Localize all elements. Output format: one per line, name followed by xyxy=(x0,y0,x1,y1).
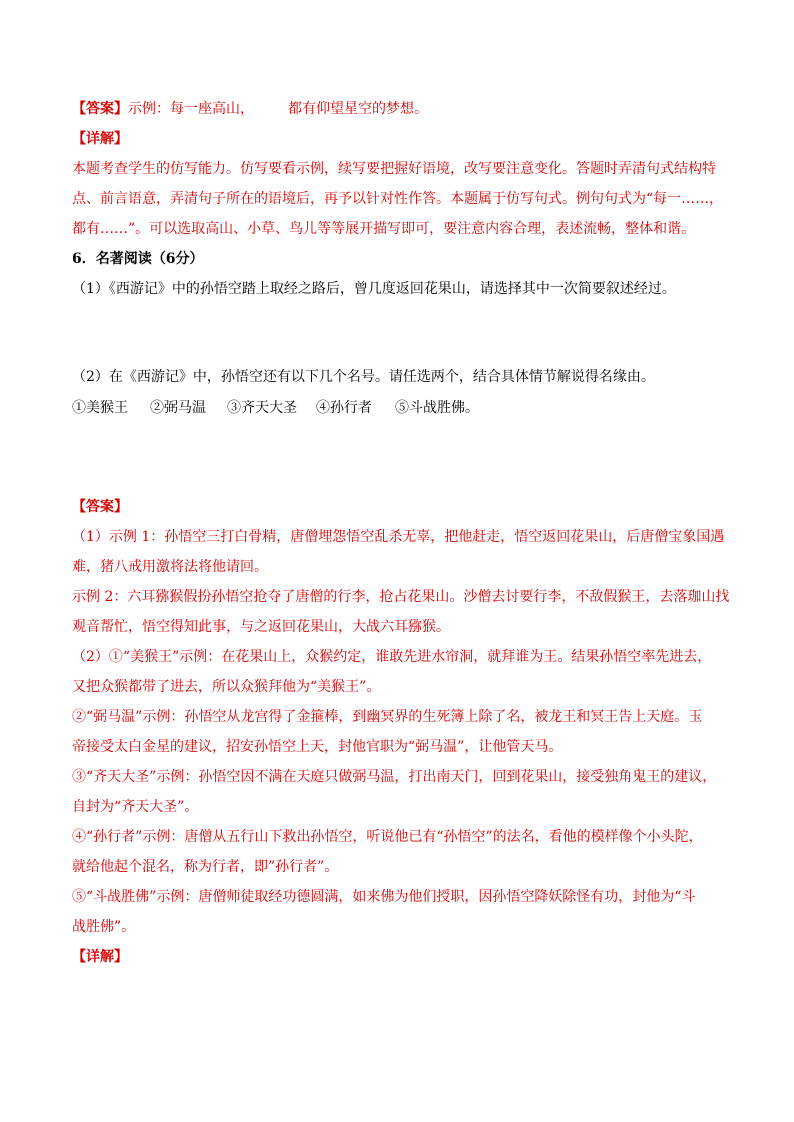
answer-2-label: 【答案】 xyxy=(72,499,128,515)
answer-1-example-a: 【答案】示例：每一座高山， xyxy=(72,101,254,117)
answer-2-line: （2）①“美猴王”示例：在花果山上，众猴约定，谁敢先进水帘洞，就拜谁为王。结果孙悟空率先进去， xyxy=(72,649,712,665)
answer-2-line: ③“齐天大圣”示例：孙悟空因不满在天庭只做弼马温，打出南天门，回到花果山，接受独角鬼王的建议， xyxy=(72,769,717,785)
answer-2-line: 自封为“齐天大圣”。 xyxy=(72,799,199,815)
answer-2-text xyxy=(72,522,730,942)
question-6-part-2: （2）在《西游记》中，孙悟空还有以下几个名号。请任选两个，结合具体情节解说得名缘由。 xyxy=(72,369,655,385)
answer-2-line: 示例 2：六耳猕猴假扮孙悟空抢夺了唐僧的行李，抢占花果山。沙僧去讨要行李，不敌假猴王，去落珈山找 xyxy=(72,589,730,605)
answer-2-line: 难，猪八戒用激将法将他请回。 xyxy=(72,559,268,575)
answer-2-line: ④“孙行者”示例：唐僧从五行山下救出孙悟空，听说他已有“孙悟空”的法名，看他的模样像个小头陀， xyxy=(72,829,703,845)
detail-1-line: 点、前言语意，弄清句子所在的语境后，再予以针对性作答。本题属于仿写句式。例句句式为“每一……， xyxy=(72,191,724,207)
answer-space xyxy=(72,424,722,492)
answer-2-line: 战胜佛”。 xyxy=(72,919,136,935)
option-4: ④孙行者 xyxy=(316,400,372,416)
option-2: ②弼马温 xyxy=(150,400,206,416)
answer-2-line: 又把众猴都带了进去，所以众猴拜他为“美猴王”。 xyxy=(72,679,381,695)
option-5: ⑤斗战胜佛。 xyxy=(395,400,479,416)
detail-1-line: 本题考查学生的仿写能力。仿写要看示例，续写要把握好语境，改写要注意变化。答题时弄清句式结构特 xyxy=(72,161,716,177)
question-6-title: 6．名著阅读（6分） xyxy=(72,251,204,267)
detail-2-label: 【详解】 xyxy=(72,949,128,965)
answer-2-line: 观音帮忙，悟空得知此事，与之返回花果山，大战六耳猕猴。 xyxy=(72,619,450,635)
option-1: ①美猴王 xyxy=(72,400,128,416)
answer-2-line: ⑤“斗战胜佛”示例：唐僧师徒取经功德圆满，如来佛为他们授职，因孙悟空降妖除怪有功，封他为“斗 xyxy=(72,889,696,905)
answer-2-line: ②“弼马温”示例：孙悟空从龙宫得了金箍棒，到幽冥界的生死簿上除了名，被龙王和冥王告上天庭。玉 xyxy=(72,709,703,725)
detail-1-line: 都有……”。可以选取高山、小草、鸟儿等等展开描写即可，要注意内容合理，表述流畅，整体和谐。 xyxy=(72,221,696,237)
answer-2-line: （1）示例 1：孙悟空三打白骨精，唐僧埋怨悟空乱杀无辜，把他赶走，悟空返回花果山，后唐僧宝象国遇 xyxy=(72,529,725,545)
answer-space xyxy=(72,304,722,362)
detail-1-text xyxy=(72,154,722,244)
answer-label: 【答案】 xyxy=(72,101,128,117)
detail-1-label: 【详解】 xyxy=(72,131,128,147)
question-6-part-1: （1）《西游记》中的孙悟空踏上取经之路后，曾几度返回花果山，请选择其中一次简要叙述经过。 xyxy=(72,281,676,297)
answer-1 xyxy=(72,94,722,124)
answer-2-line: 就给他起个混名，称为行者，即”孙行者”。 xyxy=(72,859,339,875)
question-6-options xyxy=(72,392,722,424)
option-3: ③齐天大圣 xyxy=(227,400,297,416)
document-page xyxy=(72,94,730,972)
answer-1-example-b: 都有仰望星空的梦想。 xyxy=(288,101,428,117)
answer-2-line: 帝接受太白金星的建议，招安孙悟空上天，封他官职为“弼马温”，让他管天马。 xyxy=(72,739,563,755)
